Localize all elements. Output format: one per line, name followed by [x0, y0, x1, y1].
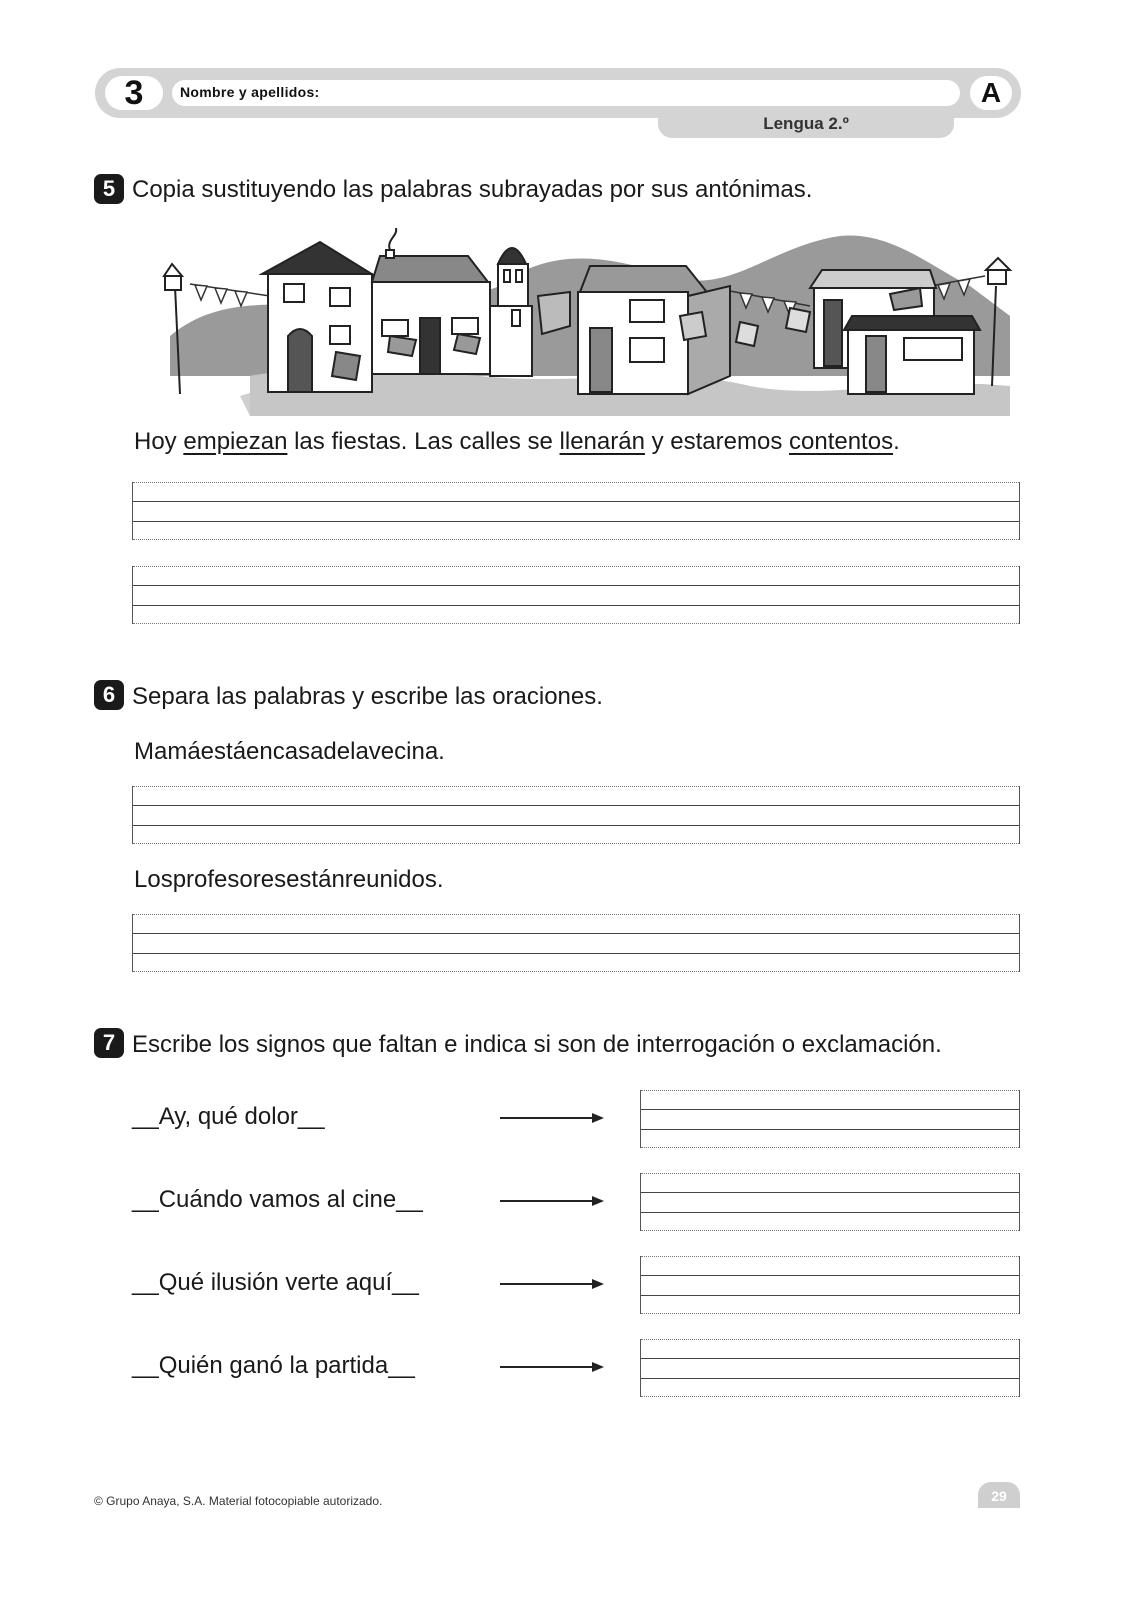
name-label: Nombre y apellidos:: [180, 84, 320, 100]
exercise-6-number: 6: [94, 680, 124, 710]
exercise-7-number: 7: [94, 1028, 124, 1058]
exercise-5-number: 5: [94, 174, 124, 204]
arrow-right-icon: [500, 1112, 604, 1124]
exercise-7-item: __Quién ganó la partida__: [132, 1352, 415, 1379]
writing-line[interactable]: [132, 914, 1020, 972]
answer-line[interactable]: [640, 1339, 1020, 1397]
arrow-right-icon: [500, 1361, 604, 1373]
exercise-7-title: Escribe los signos que faltan e indica si son de interrogación o exclamación.: [132, 1031, 942, 1058]
writing-line[interactable]: [132, 482, 1020, 540]
sentence-text: y estaremos: [644, 428, 789, 455]
exercise-7-item: __Ay, qué dolor__: [132, 1103, 325, 1130]
sentence-text: Hoy: [134, 428, 184, 455]
underlined-word: empiezan: [183, 428, 288, 455]
exercise-6-title: Separa las palabras y escribe las oraciones.: [132, 683, 603, 710]
copyright-notice: © Grupo Anaya, S.A. Material fotocopiable autorizado.: [94, 1494, 383, 1508]
level-letter: A: [970, 76, 1012, 110]
answer-line[interactable]: [640, 1173, 1020, 1231]
exercise-6-sentence-2: Losprofesoresestánreunidos.: [134, 866, 444, 893]
underlined-word: contentos: [789, 428, 894, 455]
sentence-text: .: [893, 428, 900, 455]
answer-line[interactable]: [640, 1256, 1020, 1314]
arrow-right-icon: [500, 1195, 604, 1207]
arrow-right-icon: [500, 1278, 604, 1290]
exercise-7-item: __Qué ilusión verte aquí__: [132, 1269, 419, 1296]
exercise-5-title: Copia sustituyendo las palabras subrayadas por sus antónimas.: [132, 176, 813, 203]
writing-line[interactable]: [132, 566, 1020, 624]
village-festival-illustration: [150, 226, 1020, 426]
page-number: 29: [978, 1482, 1020, 1508]
writing-line[interactable]: [132, 786, 1020, 844]
exercise-6-sentence-1: Mamáestáencasadelavecina.: [134, 738, 445, 765]
underlined-word: llenarán: [559, 428, 645, 455]
sentence-text: las fiestas. Las calles se: [287, 428, 560, 455]
unit-number: 3: [105, 76, 163, 110]
exercise-5-sentence: [134, 428, 900, 456]
answer-line[interactable]: [640, 1090, 1020, 1148]
subject-label: Lengua 2.º: [763, 114, 849, 133]
exercise-7-item: __Cuándo vamos al cine__: [132, 1186, 423, 1213]
